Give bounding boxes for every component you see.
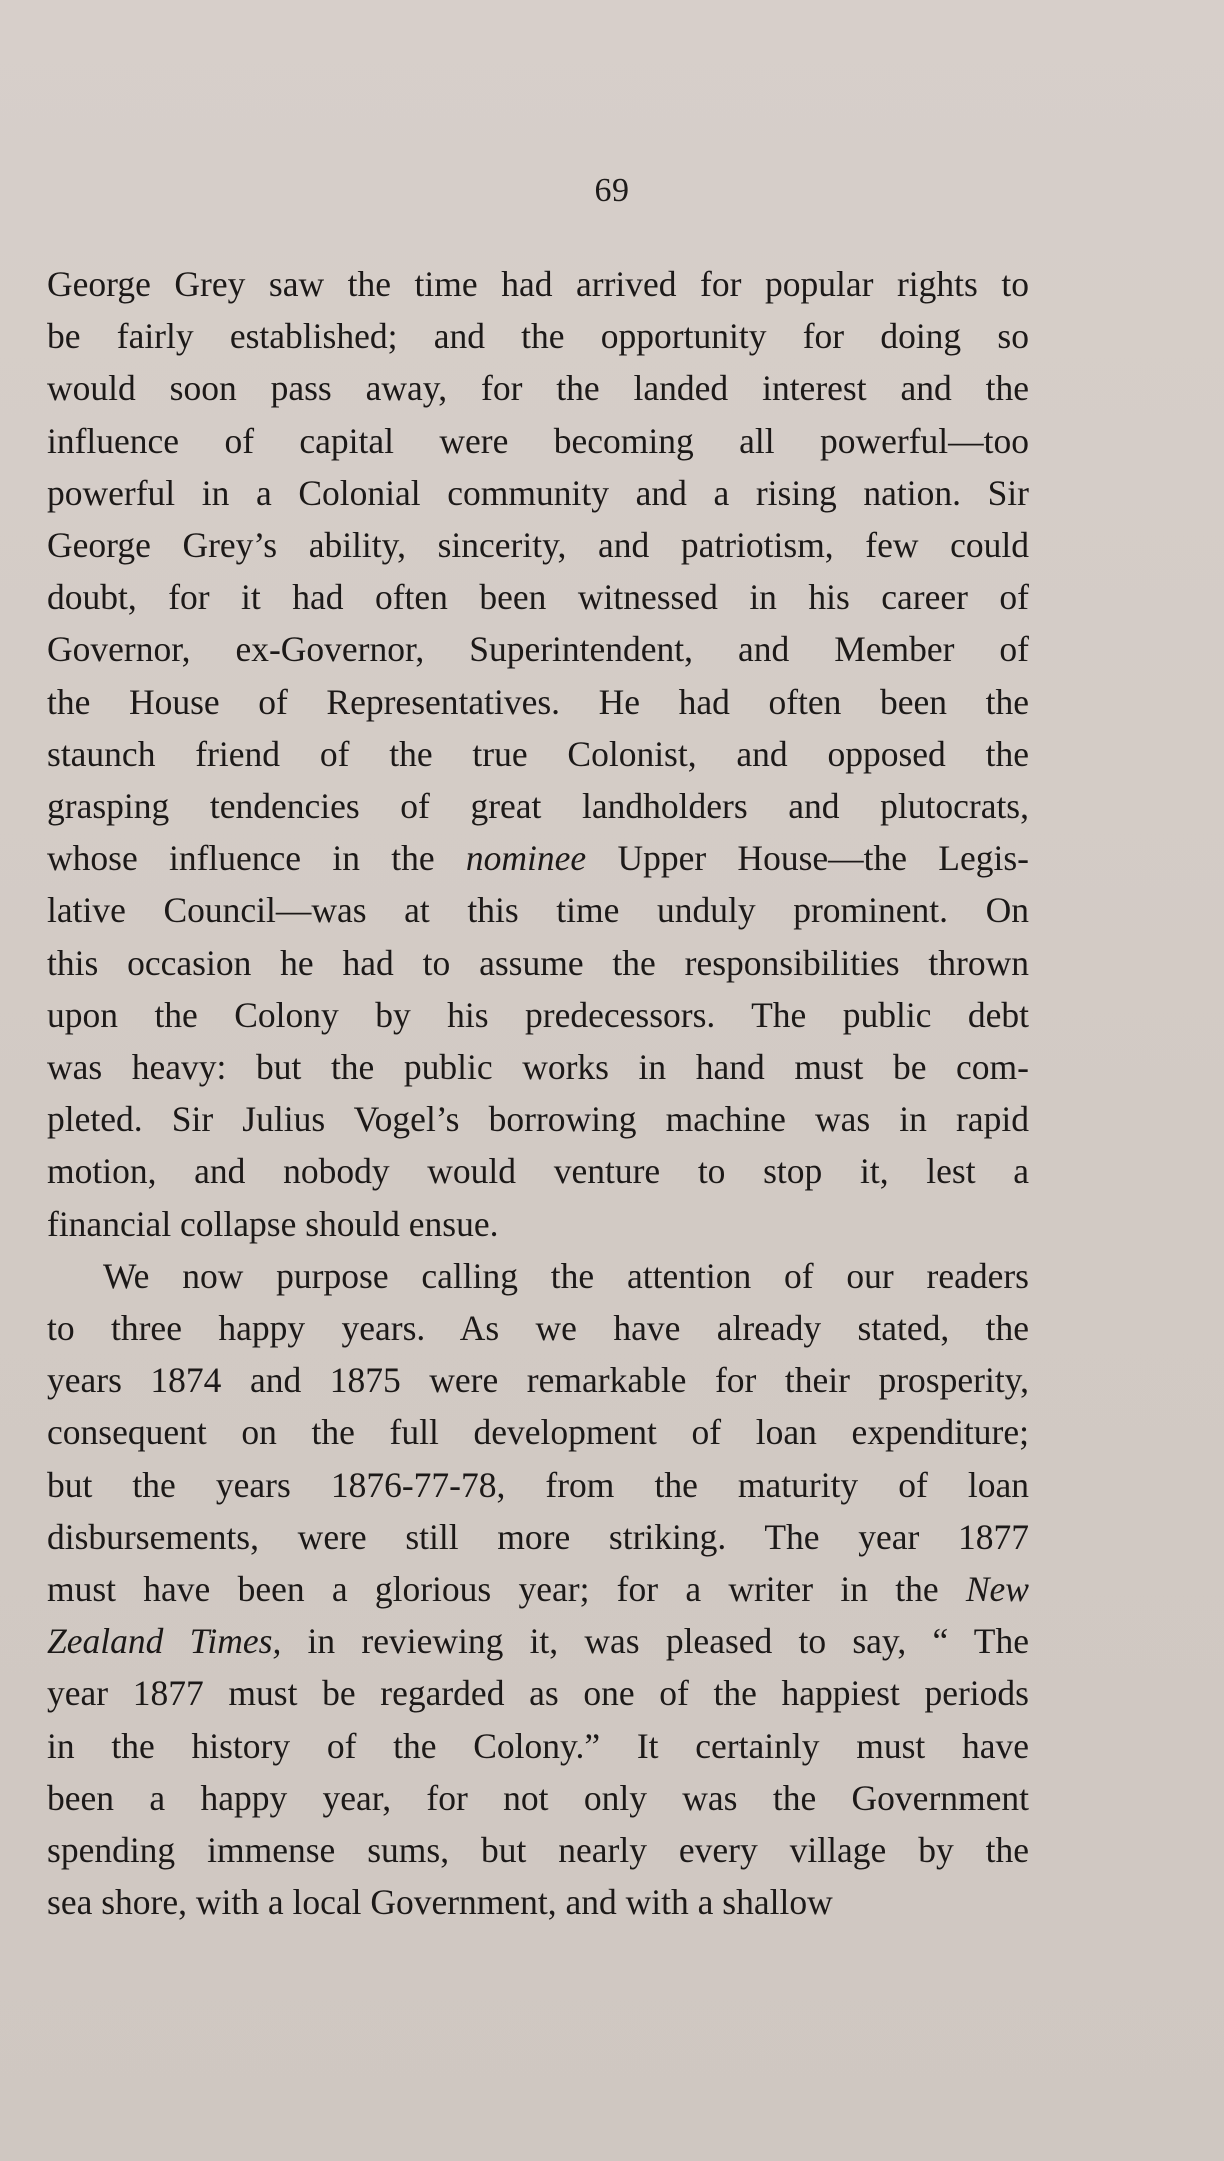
text-line: [47, 1563, 1029, 1615]
text-line: this occasion he had to assume the responsibilities thrown: [47, 942, 1029, 983]
text-line: would soon pass away, for the landed interest and the: [47, 368, 1029, 409]
text-line: influence of capital were becoming all powerful—too: [47, 420, 1029, 461]
text-line: year 1877 must be regarded as one of the happiest periods: [47, 1673, 1029, 1714]
text-line: We now purpose calling the attention of our readers: [103, 1255, 1029, 1296]
text-line: upon the Colony by his predecessors. The public debt: [47, 994, 1029, 1035]
text-run: Upper House—the Legis-: [586, 838, 1029, 879]
text-line: to three happy years. As we have already stated, the: [47, 1308, 1029, 1349]
text-line: financial collapse should ensue.: [47, 1203, 499, 1244]
text-run: in reviewing it, was pleased to say, “ The: [281, 1621, 1029, 1662]
italic-text: Zealand Times,: [47, 1621, 282, 1662]
text-line: be fairly established; and the opportunity for doing so: [47, 316, 1029, 357]
text-line: spending immense sums, but nearly every village by the: [47, 1830, 1029, 1871]
body-text: [47, 258, 1029, 1929]
text-line: George Grey saw the time had arrived for popular rights to: [47, 264, 1029, 304]
text-line: pleted. Sir Julius Vogel’s borrowing machine was in rapid: [47, 1099, 1029, 1140]
text-line: staunch friend of the true Colonist, and opposed the: [47, 733, 1029, 774]
page-number: 69: [594, 172, 630, 209]
text-line: [47, 832, 1029, 884]
text-line: powerful in a Colonial community and a rising nation. Sir: [47, 472, 1029, 513]
text-line: the House of Representatives. He had often been the: [47, 681, 1029, 722]
text-line: years 1874 and 1875 were remarkable for their prosperity,: [47, 1360, 1029, 1401]
italic-text: nominee: [465, 838, 587, 879]
text-line: in the history of the Colony.” It certainly must have: [47, 1725, 1029, 1766]
italic-text: New: [965, 1569, 1029, 1610]
paragraph: [47, 1250, 1029, 1929]
text-line: doubt, for it had often been witnessed in his career of: [47, 577, 1029, 618]
text-line: lative Council—was at this time unduly prominent. On: [47, 890, 1029, 931]
text-line: but the years 1876-77-78, from the maturity of loan: [47, 1464, 1029, 1505]
text-line: consequent on the full development of loan expenditure;: [47, 1412, 1029, 1453]
text-line: was heavy: but the public works in hand must be com-: [47, 1047, 1029, 1088]
text-line: been a happy year, for not only was the Government: [47, 1777, 1029, 1818]
text-run: must have been a glorious year; for a writer in the: [47, 1569, 966, 1610]
text-line: George Grey’s ability, sincerity, and patriotism, few could: [47, 525, 1029, 566]
text-line: sea shore, with a local Government, and with a shallow: [47, 1882, 833, 1923]
text-line: disbursements, were still more striking. The year 1877: [47, 1516, 1029, 1557]
text-run: whose influence in the: [47, 838, 466, 879]
text-line: motion, and nobody would venture to stop it, lest a: [47, 1151, 1029, 1192]
text-line: [47, 1615, 1029, 1667]
paragraph: [47, 258, 1029, 1250]
text-line: grasping tendencies of great landholders and plutocrats,: [47, 786, 1029, 827]
text-line: Governor, ex-Governor, Superintendent, and Member of: [47, 629, 1029, 670]
